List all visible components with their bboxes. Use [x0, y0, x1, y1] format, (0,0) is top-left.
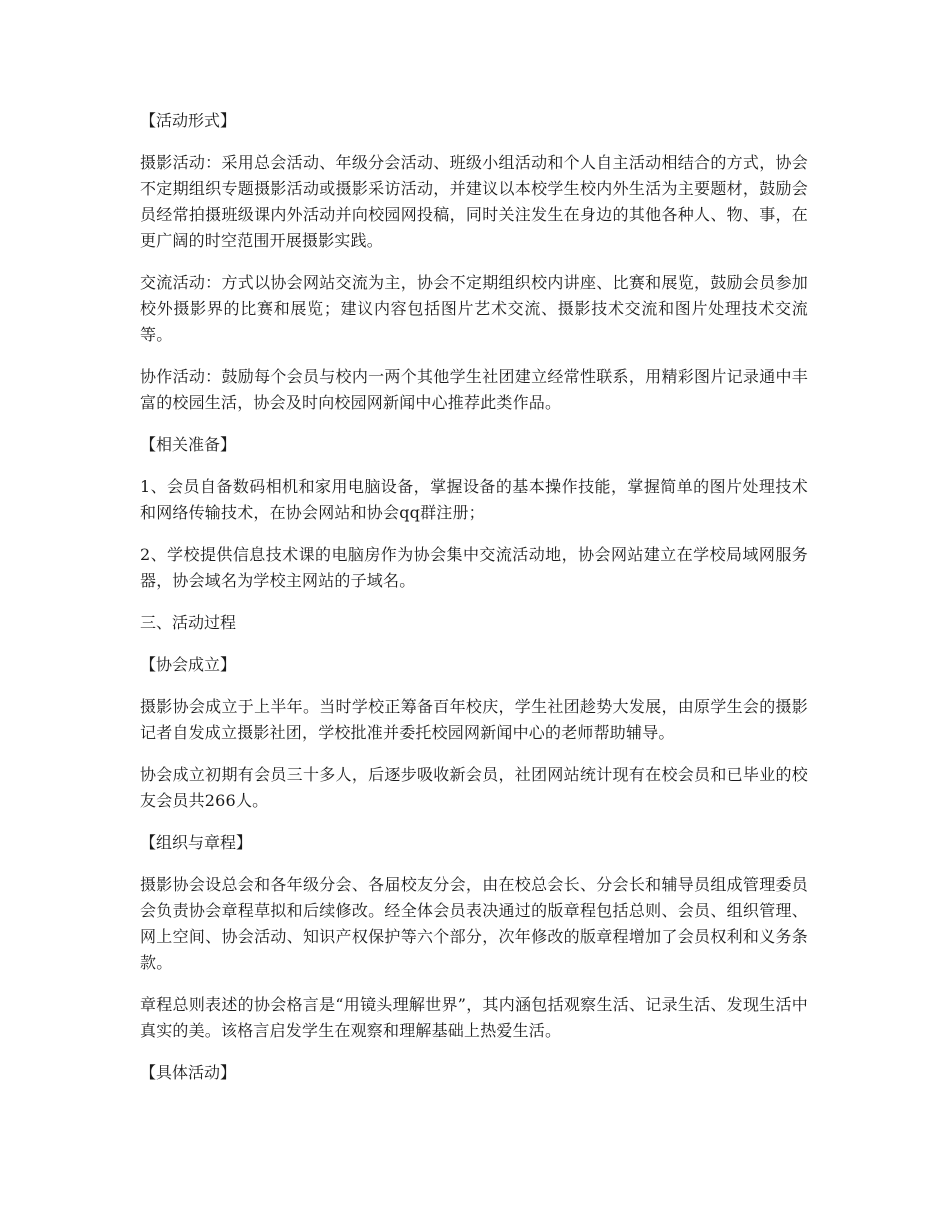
paragraph-exchange-activities: 交流活动：方式以协会网站交流为主，协会不定期组织校内讲座、比赛和展览，鼓励会员参加校外摄影界的比赛和展览；建议内容包括图片艺术交流、摄影技术交流和图片处理技术交流等。 [140, 273, 808, 344]
document-body [140, 108, 808, 1102]
section-heading-activity-forms: 【活动形式】 [140, 111, 237, 130]
paragraph-founding-1: 摄影协会成立于上半年。当时学校正筹备百年校庆，学生社团趁势大发展，由原学生会的摄影记者自发成立摄影社团，学校批准并委托校园网新闻中心的老师帮助辅导。 [140, 697, 808, 742]
section-heading-preparation: 【相关准备】 [140, 435, 237, 454]
paragraph-founding-2: 协会成立初期有会员三十多人，后逐步吸收新会员，社团网站统计现有在校会员和已毕业的校友会员共266人。 [140, 765, 808, 810]
section-heading-activity-process: 三、活动过程 [140, 613, 237, 632]
paragraph-photography-activities: 摄影活动：采用总会活动、年级分会活动、班级小组活动和个人自主活动相结合的方式，协会不定期组织专题摄影活动或摄影采访活动，并建议以本校学生校内外生活为主要题材，鼓励会员经常拍摄班级课内外活动并向校园网投稿，同时关注发生在身边的其他各种人、物、事，在更广阔的时空范围开展摄影实践。 [140, 153, 808, 250]
paragraph-preparation-1: 1、会员自备数码相机和家用电脑设备，掌握设备的基本操作技能，掌握简单的图片处理技术和网络传输技术，在协会网站和协会qq群注册； [140, 477, 808, 522]
section-heading-specific-activities: 【具体活动】 [140, 1063, 237, 1082]
paragraph-organization-1: 摄影协会设总会和各年级分会、各届校友分会，由在校总会长、分会长和辅导员组成管理委员会负责协会章程草拟和后续修改。经全体会员表决通过的版章程包括总则、会员、组织管理、网上空间、协会活动、知识产权保护等六个部分，次年修改的版章程增加了会员权利和义务条款。 [140, 875, 808, 972]
section-heading-organization: 【组织与章程】 [140, 833, 253, 852]
paragraph-organization-2: 章程总则表述的协会格言是“用镜头理解世界”，其内涵包括观察生活、记录生活、发现生活中真实的美。该格言启发学生在观察和理解基础上热爱生活。 [140, 995, 808, 1040]
paragraph-preparation-2: 2、学校提供信息技术课的电脑房作为协会集中交流活动地，协会网站建立在学校局域网服务器，协会域名为学校主网站的子域名。 [140, 545, 808, 590]
paragraph-collaboration-activities: 协作活动：鼓励每个会员与校内一两个其他学生社团建立经常性联系，用精彩图片记录通中丰富的校园生活，协会及时向校园网新闻中心推荐此类作品。 [140, 367, 808, 412]
section-heading-founding: 【协会成立】 [140, 655, 237, 674]
